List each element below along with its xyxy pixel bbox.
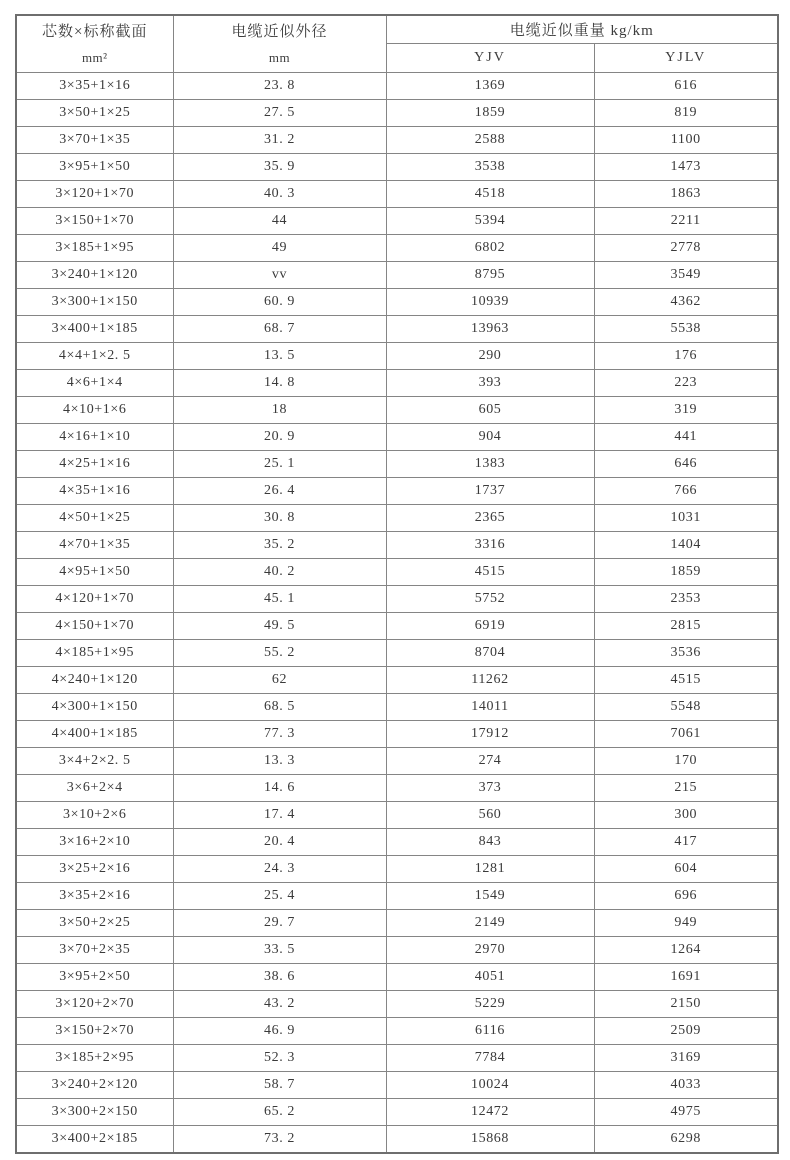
yjv-weight-cell: 290 xyxy=(386,343,594,370)
table-row xyxy=(16,208,778,235)
table-row xyxy=(16,100,778,127)
spec-cell: 3×50+1×25 xyxy=(16,100,173,127)
spec-cell: 3×35+2×16 xyxy=(16,883,173,910)
diameter-cell: 65. 2 xyxy=(173,1099,386,1126)
table-row xyxy=(16,235,778,262)
spec-cell: 4×95+1×50 xyxy=(16,559,173,586)
yjv-weight-cell: 3316 xyxy=(386,532,594,559)
table-row xyxy=(16,424,778,451)
yjv-weight-cell: 7784 xyxy=(386,1045,594,1072)
spec-cell: 4×25+1×16 xyxy=(16,451,173,478)
yjv-weight-cell: 15868 xyxy=(386,1126,594,1153)
yjv-weight-cell: 13963 xyxy=(386,316,594,343)
diameter-cell: 35. 2 xyxy=(173,532,386,559)
diameter-cell: 18 xyxy=(173,397,386,424)
spec-cell: 3×150+2×70 xyxy=(16,1018,173,1045)
diameter-cell: 40. 2 xyxy=(173,559,386,586)
table-row xyxy=(16,721,778,748)
table-row xyxy=(16,775,778,802)
table-row xyxy=(16,181,778,208)
diameter-cell: 20. 9 xyxy=(173,424,386,451)
yjv-weight-cell: 2149 xyxy=(386,910,594,937)
yjv-weight-cell: 3538 xyxy=(386,154,594,181)
table-row xyxy=(16,1072,778,1099)
diameter-cell: 23. 8 xyxy=(173,73,386,100)
yjlv-weight-cell: 4975 xyxy=(594,1099,778,1126)
table-row xyxy=(16,343,778,370)
yjlv-weight-cell: 1264 xyxy=(594,937,778,964)
yjlv-weight-cell: 1404 xyxy=(594,532,778,559)
diameter-cell: 77. 3 xyxy=(173,721,386,748)
table-row xyxy=(16,289,778,316)
diameter-cell: 27. 5 xyxy=(173,100,386,127)
spec-cell: 3×35+1×16 xyxy=(16,73,173,100)
header-spec-column xyxy=(16,15,173,73)
yjv-weight-cell: 1383 xyxy=(386,451,594,478)
spec-cell: 4×10+1×6 xyxy=(16,397,173,424)
table-row xyxy=(16,613,778,640)
yjv-weight-cell: 4051 xyxy=(386,964,594,991)
diameter-cell: 40. 3 xyxy=(173,181,386,208)
yjv-weight-cell: 4518 xyxy=(386,181,594,208)
table-row xyxy=(16,640,778,667)
table-row xyxy=(16,856,778,883)
diameter-cell: 55. 2 xyxy=(173,640,386,667)
table-row xyxy=(16,73,778,100)
yjv-weight-cell: 2365 xyxy=(386,505,594,532)
spec-cell: 3×16+2×10 xyxy=(16,829,173,856)
table-row xyxy=(16,586,778,613)
diameter-cell: 52. 3 xyxy=(173,1045,386,1072)
yjlv-weight-cell: 2509 xyxy=(594,1018,778,1045)
table-row xyxy=(16,883,778,910)
table-row xyxy=(16,1045,778,1072)
table-row xyxy=(16,127,778,154)
yjlv-weight-cell: 2150 xyxy=(594,991,778,1018)
yjv-weight-cell: 1281 xyxy=(386,856,594,883)
spec-cell: 3×95+1×50 xyxy=(16,154,173,181)
table-row xyxy=(16,532,778,559)
spec-cell: 3×400+2×185 xyxy=(16,1126,173,1153)
spec-cell: 3×240+2×120 xyxy=(16,1072,173,1099)
table-row xyxy=(16,802,778,829)
diameter-cell: 49. 5 xyxy=(173,613,386,640)
yjlv-weight-cell: 1691 xyxy=(594,964,778,991)
diameter-cell: 58. 7 xyxy=(173,1072,386,1099)
yjv-weight-cell: 17912 xyxy=(386,721,594,748)
spec-cell: 3×10+2×6 xyxy=(16,802,173,829)
spec-cell: 4×70+1×35 xyxy=(16,532,173,559)
yjv-weight-cell: 6802 xyxy=(386,235,594,262)
yjv-weight-cell: 1737 xyxy=(386,478,594,505)
diameter-cell: 33. 5 xyxy=(173,937,386,964)
yjlv-weight-cell: 3536 xyxy=(594,640,778,667)
spec-cell: 3×185+1×95 xyxy=(16,235,173,262)
table-row xyxy=(16,451,778,478)
spec-cell: 4×16+1×10 xyxy=(16,424,173,451)
diameter-cell: 45. 1 xyxy=(173,586,386,613)
table-row xyxy=(16,397,778,424)
yjv-weight-cell: 2588 xyxy=(386,127,594,154)
yjv-weight-cell: 11262 xyxy=(386,667,594,694)
yjv-weight-cell: 605 xyxy=(386,397,594,424)
yjlv-weight-cell: 300 xyxy=(594,802,778,829)
table-row xyxy=(16,694,778,721)
yjv-weight-cell: 8795 xyxy=(386,262,594,289)
yjv-weight-cell: 8704 xyxy=(386,640,594,667)
spec-cell: 3×240+1×120 xyxy=(16,262,173,289)
spec-column-title: 芯数×标称截面 xyxy=(42,23,148,40)
spec-cell: 3×6+2×4 xyxy=(16,775,173,802)
yjlv-weight-cell: 604 xyxy=(594,856,778,883)
diameter-cell: 13. 3 xyxy=(173,748,386,775)
spec-cell: 4×150+1×70 xyxy=(16,613,173,640)
table-row xyxy=(16,316,778,343)
spec-cell: 4×120+1×70 xyxy=(16,586,173,613)
yjlv-weight-cell: 819 xyxy=(594,100,778,127)
diameter-cell: 25. 4 xyxy=(173,883,386,910)
table-row xyxy=(16,910,778,937)
yjlv-weight-cell: 616 xyxy=(594,73,778,100)
yjv-weight-cell: 1859 xyxy=(386,100,594,127)
spec-cell: 3×400+1×185 xyxy=(16,316,173,343)
yjlv-weight-cell: 3169 xyxy=(594,1045,778,1072)
header-yjlv-column: YJLV xyxy=(594,44,778,73)
yjlv-weight-cell: 1863 xyxy=(594,181,778,208)
yjlv-weight-cell: 4515 xyxy=(594,667,778,694)
spec-cell: 3×120+2×70 xyxy=(16,991,173,1018)
header-yjv-column: YJV xyxy=(386,44,594,73)
yjv-weight-cell: 10939 xyxy=(386,289,594,316)
yjv-weight-cell: 6116 xyxy=(386,1018,594,1045)
diameter-cell: 14. 6 xyxy=(173,775,386,802)
table-row xyxy=(16,1018,778,1045)
yjv-weight-cell: 5394 xyxy=(386,208,594,235)
yjv-weight-cell: 14011 xyxy=(386,694,594,721)
spec-column-unit: mm² xyxy=(81,50,108,65)
yjlv-weight-cell: 2353 xyxy=(594,586,778,613)
diameter-cell: 20. 4 xyxy=(173,829,386,856)
yjlv-weight-cell: 949 xyxy=(594,910,778,937)
yjlv-weight-cell: 2211 xyxy=(594,208,778,235)
yjlv-weight-cell: 176 xyxy=(594,343,778,370)
yjv-weight-cell: 1369 xyxy=(386,73,594,100)
yjv-weight-cell: 12472 xyxy=(386,1099,594,1126)
diameter-column-unit: mm xyxy=(268,50,291,65)
diameter-cell: 68. 5 xyxy=(173,694,386,721)
yjv-weight-cell: 6919 xyxy=(386,613,594,640)
table-row xyxy=(16,154,778,181)
table-body xyxy=(16,73,778,1153)
spec-cell: 4×4+1×2. 5 xyxy=(16,343,173,370)
spec-cell: 3×25+2×16 xyxy=(16,856,173,883)
diameter-cell: 44 xyxy=(173,208,386,235)
diameter-cell: 30. 8 xyxy=(173,505,386,532)
diameter-cell: 68. 7 xyxy=(173,316,386,343)
yjlv-weight-cell: 2778 xyxy=(594,235,778,262)
header-weight-group: 电缆近似重量 kg/km xyxy=(386,15,778,44)
spec-cell: 3×300+1×150 xyxy=(16,289,173,316)
yjlv-weight-cell: 5548 xyxy=(594,694,778,721)
yjlv-weight-cell: 4362 xyxy=(594,289,778,316)
yjv-weight-cell: 10024 xyxy=(386,1072,594,1099)
diameter-cell: 14. 8 xyxy=(173,370,386,397)
diameter-column-title: 电缆近似外径 xyxy=(231,23,328,40)
diameter-cell: 35. 9 xyxy=(173,154,386,181)
yjlv-weight-cell: 1859 xyxy=(594,559,778,586)
spec-cell: 4×300+1×150 xyxy=(16,694,173,721)
yjlv-weight-cell: 417 xyxy=(594,829,778,856)
yjlv-weight-cell: 766 xyxy=(594,478,778,505)
spec-cell: 4×240+1×120 xyxy=(16,667,173,694)
spec-cell: 4×50+1×25 xyxy=(16,505,173,532)
yjlv-weight-cell: 646 xyxy=(594,451,778,478)
yjlv-weight-cell: 1473 xyxy=(594,154,778,181)
spec-cell: 3×185+2×95 xyxy=(16,1045,173,1072)
yjlv-weight-cell: 5538 xyxy=(594,316,778,343)
yjlv-weight-cell: 7061 xyxy=(594,721,778,748)
spec-cell: 3×70+1×35 xyxy=(16,127,173,154)
table-row xyxy=(16,262,778,289)
spec-cell: 4×185+1×95 xyxy=(16,640,173,667)
diameter-cell: 49 xyxy=(173,235,386,262)
diameter-cell: 73. 2 xyxy=(173,1126,386,1153)
table-row xyxy=(16,478,778,505)
yjv-weight-cell: 373 xyxy=(386,775,594,802)
diameter-cell: 38. 6 xyxy=(173,964,386,991)
diameter-cell: 43. 2 xyxy=(173,991,386,1018)
spec-cell: 3×50+2×25 xyxy=(16,910,173,937)
yjlv-weight-cell: 696 xyxy=(594,883,778,910)
diameter-cell: 29. 7 xyxy=(173,910,386,937)
spec-cell: 4×35+1×16 xyxy=(16,478,173,505)
header-diameter-column xyxy=(173,15,386,73)
yjlv-weight-cell: 6298 xyxy=(594,1126,778,1153)
diameter-cell: 25. 1 xyxy=(173,451,386,478)
yjlv-weight-cell: 4033 xyxy=(594,1072,778,1099)
diameter-cell: 62 xyxy=(173,667,386,694)
table-row xyxy=(16,559,778,586)
yjv-weight-cell: 843 xyxy=(386,829,594,856)
spec-cell: 3×4+2×2. 5 xyxy=(16,748,173,775)
diameter-cell: 60. 9 xyxy=(173,289,386,316)
table-row xyxy=(16,964,778,991)
diameter-cell: 13. 5 xyxy=(173,343,386,370)
yjv-weight-cell: 2970 xyxy=(386,937,594,964)
header-row-1 xyxy=(16,15,778,44)
spec-cell: 3×300+2×150 xyxy=(16,1099,173,1126)
yjv-weight-cell: 1549 xyxy=(386,883,594,910)
yjlv-weight-cell: 1031 xyxy=(594,505,778,532)
yjlv-weight-cell: 441 xyxy=(594,424,778,451)
spec-cell: 3×120+1×70 xyxy=(16,181,173,208)
yjlv-weight-cell: 170 xyxy=(594,748,778,775)
yjlv-weight-cell: 1100 xyxy=(594,127,778,154)
yjv-weight-cell: 4515 xyxy=(386,559,594,586)
spec-cell: 4×400+1×185 xyxy=(16,721,173,748)
yjv-weight-cell: 904 xyxy=(386,424,594,451)
diameter-cell: 26. 4 xyxy=(173,478,386,505)
spec-cell: 3×70+2×35 xyxy=(16,937,173,964)
diameter-cell: 17. 4 xyxy=(173,802,386,829)
table-row xyxy=(16,370,778,397)
table-row xyxy=(16,937,778,964)
spec-cell: 3×95+2×50 xyxy=(16,964,173,991)
diameter-cell: vv xyxy=(173,262,386,289)
table-header xyxy=(16,15,778,73)
yjlv-weight-cell: 3549 xyxy=(594,262,778,289)
table-row xyxy=(16,829,778,856)
yjlv-weight-cell: 223 xyxy=(594,370,778,397)
yjv-weight-cell: 5752 xyxy=(386,586,594,613)
diameter-cell: 46. 9 xyxy=(173,1018,386,1045)
table-row xyxy=(16,1126,778,1153)
table-row xyxy=(16,991,778,1018)
spec-cell: 4×6+1×4 xyxy=(16,370,173,397)
yjv-weight-cell: 560 xyxy=(386,802,594,829)
diameter-cell: 24. 3 xyxy=(173,856,386,883)
diameter-cell: 31. 2 xyxy=(173,127,386,154)
yjlv-weight-cell: 2815 xyxy=(594,613,778,640)
table-row xyxy=(16,1099,778,1126)
yjv-weight-cell: 5229 xyxy=(386,991,594,1018)
yjv-weight-cell: 274 xyxy=(386,748,594,775)
spec-cell: 3×150+1×70 xyxy=(16,208,173,235)
yjlv-weight-cell: 215 xyxy=(594,775,778,802)
table-row xyxy=(16,748,778,775)
cable-spec-table xyxy=(15,14,779,1154)
yjlv-weight-cell: 319 xyxy=(594,397,778,424)
yjv-weight-cell: 393 xyxy=(386,370,594,397)
table-row xyxy=(16,667,778,694)
table-row xyxy=(16,505,778,532)
